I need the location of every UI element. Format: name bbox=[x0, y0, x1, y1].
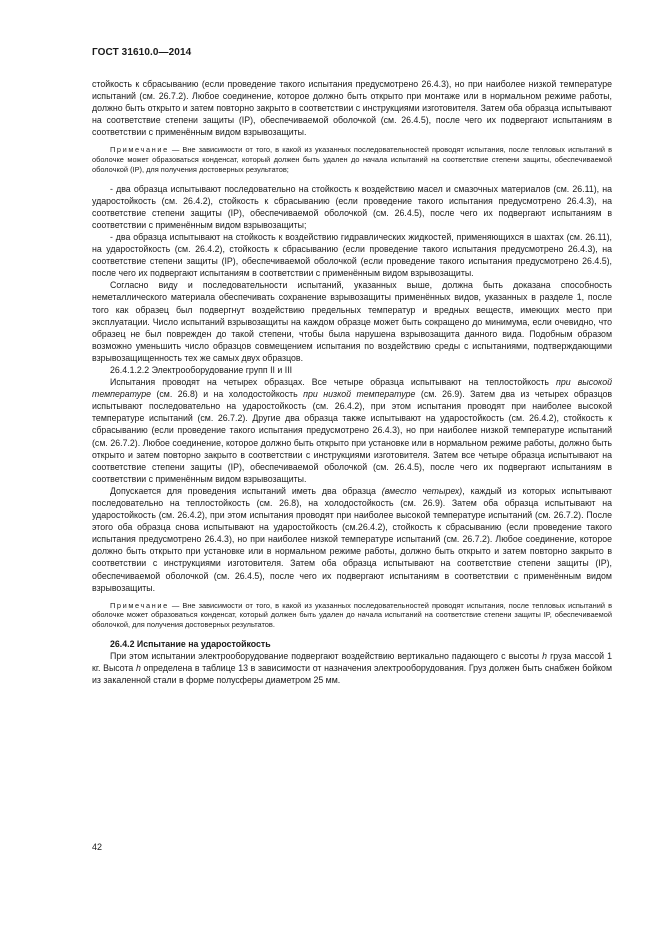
list-item: - два образца испытывают на стойкость к воздействию гидравлических жидкостей, применяющихся в шахтах (см. 26.11), на ударостойкость (см. 26.4.2), стойкость к сбрасыванию (если проведение такого испытания предусмотрено 26.4.3), на соответствие степени защиты (IP), обеспечиваемой оболочкой (если проведение такого испытания предусмотрено 26.4.5), после чего их подвергают испытаниям в соответствии с применённым видом взрывозащиты. bbox=[92, 231, 612, 279]
note-label: Примечание bbox=[110, 145, 169, 155]
note bbox=[92, 601, 612, 630]
clause-heading: 26.4.1.2.2 Электрооборудование групп II и III bbox=[110, 364, 293, 375]
document-body bbox=[92, 78, 612, 686]
note bbox=[92, 145, 612, 174]
section-heading: 26.4.2 Испытание на ударостойкость bbox=[110, 638, 271, 649]
paragraph: При этом испытании электрооборудование подвергают воздействию вертикально падающего с высоты h груза массой 1 кг. Высота h определена в таблице 13 в зависимости от назначения электрооборудования. Груз должен быть снабжен бойком из закаленной стали в форме полусферы диаметром 25 мм. bbox=[92, 650, 612, 686]
list-item: - два образца испытывают последовательно на стойкость к воздействию масел и смазочных материалов (см. 26.11), на ударостойкость (см. 26.4.2), стойкость к сбрасыванию (если проведение такого испытания предусмотрено 26.4.3), на соответствие степени защиты (IP), обеспечиваемой оболочкой (см. 26.4.5), после чего их подвергают испытаниям в соответствии с применённым видом взрывозащиты; bbox=[92, 183, 612, 230]
page-number: 42 bbox=[92, 842, 103, 852]
note-label: Примечание bbox=[110, 600, 169, 610]
note-text: — Вне зависимости от того, в какой из указанных последовательностей проводят испытания, после тепловых испытаний в оболочке может образоваться конденсат, который должен быть удален до начала испытаний на соответствие степени защиты IP, обеспечиваемой оболочкой, для получения достоверных результатов. bbox=[92, 600, 612, 630]
document-header: ГОСТ 31610.0—2014 bbox=[92, 47, 192, 58]
paragraph: стойкость к сбрасыванию (если проведение такого испытания предусмотрено 26.4.3), но при наиболее низкой температуре испытаний (см. 26.7.2). Любое соединение, которое должно быть открыто при монтаже или в нормальном режиме работы, должно быть открыто и затем повторно закрыто в соответствии с инструкциями изготовителя. Затем оба образца испытывают на соответствие степени защиты (IP), обеспечиваемой оболочкой (см. 26.4.5), после чего их подвергают испытаниям в соответствии с применённым видом взрывозащиты. bbox=[92, 79, 612, 138]
note-text: — Вне зависимости от того, в какой из указанных последовательностей проводят испытания, после тепловых испытаний в оболочке может образоваться конденсат, который должен быть удален до начала испытаний на соответствие степени защиты, обеспечиваемой оболочкой (IP), для получения достоверных результатов; bbox=[92, 145, 612, 174]
paragraph: Испытания проводят на четырех образцах. Все четыре образца испытывают на теплостойкость при высокой температуре (см. 26.8) и на холодостойкость при низкой температуре (см. 26.9). Затем два из четырех образцов испытывают последовательно на ударостойкость (см. 26.4.2), при этом испытания проводят при наиболее высокой температуре испытаний (см. 26.7.2). Другие два образца также испытывают на ударостойкость (см. 26.4.2), стойкость к сбрасыванию (если проведение такого испытания предусмотрено 26.4.3), но при наиболее низкой температуре испытаний (см. 26.7.2). Любое соединение, которое должно быть открыто при установке или в нормальном режиме работы, должно быть открыто и затем повторно закрыто в соответствии с инструкциями изготовителя. Затем все четыре образца испытывают на соответствие степени защиты (IP), обеспечиваемой оболочкой (см. 26.4.5), после чего их подвергают испытаниям в соответствии с применённым видом взрывозащиты. bbox=[92, 377, 613, 484]
paragraph: Согласно виду и последовательности испытаний, указанных выше, должна быть доказана способность неметаллического материала обеспечивать сохранение взрывозащиты применённых видов, указанных в разделе 1, после того как образец был подвергнут воздействию предельных температур и вредных веществ, имеющих место при эксплуатации. Число испытаний взрывозащиты на каждом образце может быть сокращено до минимума, если очевидно, что образец не был поврежден до такой степени, чтобы была нарушена взрывозащита данного вида. Подобным образом возможно уменьшить число образцов совмещением испытания по воздействию среды с испытаниями, подтверждающими взрывозащищенность тех же самых двух образцов. bbox=[92, 280, 612, 363]
paragraph: Допускается для проведения испытаний иметь два образца (вместо четырех), каждый из которых испытывают последовательно на теплостойкость (см. 26.8), на холодостойкость (см. 26.9). Затем оба образца испытывают на ударостойкость (см. 26.4.2), при этом испытания проводят при наиболее высокой температуре испытаний (см. 26.7.2). После этого оба образца снова испытывают на ударостойкость (см.26.4.2), стойкость к сбрасыванию (если проведение такого испытания предусмотрено 26.4.3), но при наиболее низкой температуре испытаний (см. 26.7.2). Любое соединение, которое должно быть открыто при установке или в нормальном режиме работы, должно быть открыто и затем повторно закрыто в соответствии с инструкциями изготовителя. Затем оба образца испытывают на соответствие степени защиты (IP), обеспечиваемой оболочкой (см. 26.4.5), после чего их подвергают испытаниям в соответствии с применённым видом взрывозащиты. bbox=[92, 485, 613, 593]
